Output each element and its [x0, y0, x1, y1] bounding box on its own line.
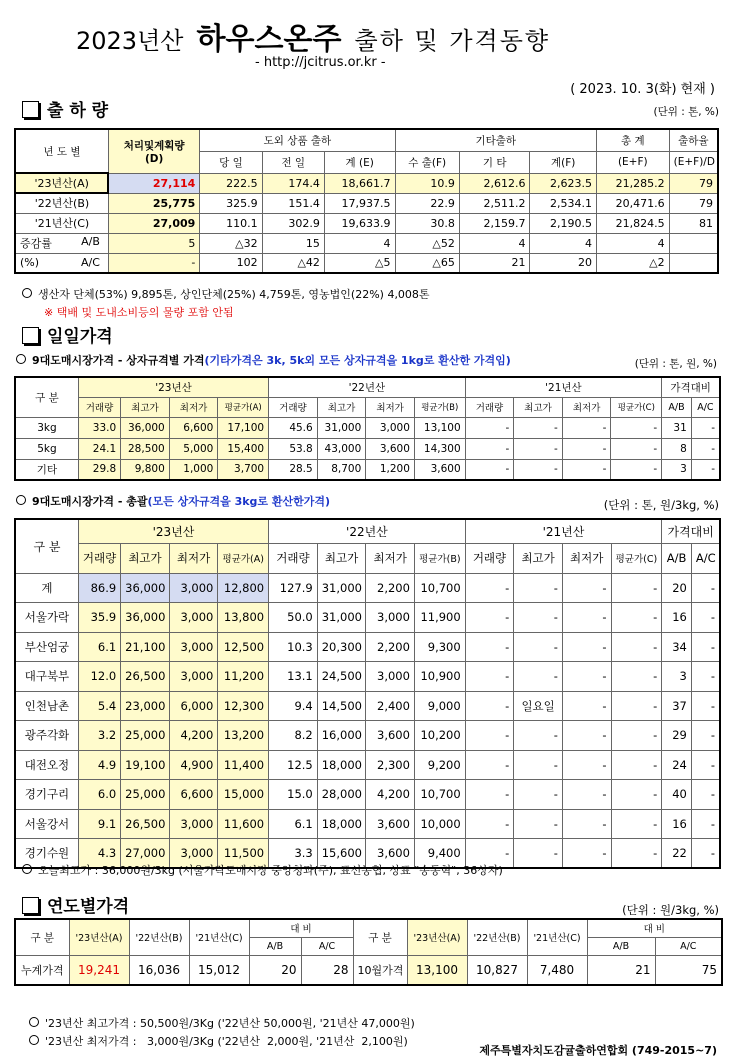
- table-row: '21년산(C) 27,009 110.1 302.9 19,633.9 30.8 2,159.7 2,190.5 21,824.5 81: [15, 213, 718, 233]
- table-cell: 9,000: [414, 691, 465, 721]
- row-label: 광주각화: [15, 721, 78, 751]
- table-cell: 1,200: [366, 459, 415, 480]
- table-cell: 36,000: [121, 603, 170, 633]
- row-label: 인천남촌: [15, 691, 78, 721]
- table-cell: -: [465, 459, 514, 480]
- table-cell: 3,600: [366, 809, 415, 839]
- table-cell: 12.5: [269, 750, 318, 780]
- table-cell: -: [611, 662, 662, 692]
- title-rest: 출하 및 가격동향: [354, 27, 551, 55]
- table-cell: 8,700: [317, 459, 366, 480]
- table-cell: -: [562, 662, 611, 692]
- table-cell: 11,500: [218, 839, 269, 869]
- table-cell: -: [611, 438, 662, 459]
- shipment-unit: (단위 : 톤, %): [653, 106, 719, 118]
- table-cell: 6,000: [169, 691, 218, 721]
- table-cell: -: [691, 662, 720, 692]
- table-row: [15, 809, 720, 839]
- daily-sub1-title: 9대도매시장가격 - 상자규격별 가격(기타가격은 3k, 5k외 모든 상자규격을 1kg로 환산한 가격임): [16, 352, 511, 368]
- table-cell: 6.1: [269, 809, 318, 839]
- yearly-price-table: 구 분 '23년산(A) '22년산(B) '21년산(C) 대 비 구 분 '23년산(A) '22년산(B) '21년산(C) 대 비 A/B A/C A/B A/C 누계가격 19,241 16,036 15,012 20 28 10월가격 13,100 10,827 7,480 21 75: [14, 918, 723, 986]
- table-cell: 27,000: [121, 839, 170, 869]
- table-cell: -: [691, 573, 720, 603]
- table-cell: -: [562, 632, 611, 662]
- table-cell: 3,000: [169, 603, 218, 633]
- col-export: 수 출(F): [395, 151, 459, 173]
- table-row: 증감률 A/B 5 △32 15 4 △52 4 4 4: [15, 233, 718, 253]
- footer-org: 제주특별자치도감귤출하연합회 (749-2015~7): [479, 1044, 717, 1057]
- table-cell: -: [514, 417, 563, 438]
- table-cell: 31,000: [317, 417, 366, 438]
- table-cell: 9.4: [269, 691, 318, 721]
- table-row: (%) A/C - 102 △42 △5 △65 21 20 △2: [15, 253, 718, 273]
- col-other: 기타출하: [395, 129, 596, 151]
- table-cell: -: [465, 780, 514, 810]
- row-label: 계: [15, 573, 78, 603]
- site-url[interactable]: - http://jcitrus.or.kr -: [255, 55, 386, 70]
- table-cell: 33.0: [78, 417, 120, 438]
- table-cell: 4,900: [169, 750, 218, 780]
- table-cell: 11,200: [218, 662, 269, 692]
- table-cell: 25,000: [121, 721, 170, 751]
- table-cell: 13.1: [269, 662, 318, 692]
- table-cell: 15,000: [218, 780, 269, 810]
- table-cell: 23,000: [121, 691, 170, 721]
- table-cell: 4,200: [366, 780, 415, 810]
- table-cell: -: [562, 417, 611, 438]
- table-cell: -: [611, 691, 662, 721]
- table-cell: 2,400: [366, 691, 415, 721]
- report-date: ( 2023. 10. 3(화) 현재 ): [570, 82, 715, 97]
- table-cell: 15,600: [317, 839, 366, 869]
- table-cell: -: [691, 438, 720, 459]
- table-row: '23년산(A) 27,114 222.5 174.4 18,661.7 10.9 2,612.6 2,623.5 21,285.2 79: [15, 173, 718, 193]
- table-row: [15, 721, 720, 751]
- table-cell: -: [465, 662, 514, 692]
- table-cell: 16,000: [317, 721, 366, 751]
- table-cell: 28,500: [121, 438, 170, 459]
- table-cell: 10,900: [414, 662, 465, 692]
- table-cell: -: [465, 632, 514, 662]
- table-cell: -: [514, 839, 563, 869]
- table-cell: 1,000: [169, 459, 218, 480]
- table-cell: 3,000: [169, 632, 218, 662]
- table-cell: 127.9: [269, 573, 318, 603]
- table-cell: -: [691, 721, 720, 751]
- table-cell: -: [691, 691, 720, 721]
- table-cell: -: [611, 839, 662, 869]
- table-cell: -: [514, 603, 563, 633]
- table-cell: -: [514, 459, 563, 480]
- table-cell: -: [691, 632, 720, 662]
- row-label: 서울가락: [15, 603, 78, 633]
- table-cell: -: [691, 417, 720, 438]
- table-row: '22년산(B) 25,775 325.9 151.4 17,937.5 22.9 2,511.2 2,534.1 20,471.6 79: [15, 193, 718, 213]
- col-y23: '23년산: [78, 377, 268, 397]
- table-cell: -: [465, 573, 514, 603]
- table-cell: 31,000: [317, 603, 366, 633]
- table-row: [15, 691, 720, 721]
- table-cell: 11,400: [218, 750, 269, 780]
- row-label: 대전오정: [15, 750, 78, 780]
- table-cell: -: [562, 459, 611, 480]
- page-title: [76, 14, 676, 58]
- table-cell: -: [514, 780, 563, 810]
- circle-bullet-icon: [29, 1035, 39, 1045]
- col-rate-sub: (E+F)/D: [669, 151, 718, 173]
- table-cell: 12,300: [218, 691, 269, 721]
- col-prev: 전 일: [262, 151, 324, 173]
- table-cell: -: [691, 809, 720, 839]
- table-row: [15, 438, 720, 459]
- col-domestic: 도외 상품 출하: [200, 129, 395, 151]
- row-label: 서울강서: [15, 809, 78, 839]
- table-cell: 13,800: [218, 603, 269, 633]
- col-gu: 구 분: [15, 377, 78, 417]
- table-cell: 28,000: [317, 780, 366, 810]
- table-cell: 일요일: [514, 691, 563, 721]
- title-main: 하우스온주: [196, 22, 342, 57]
- table-cell: 19,100: [121, 750, 170, 780]
- table-cell: 16: [662, 809, 692, 839]
- table-cell: 3,600: [366, 721, 415, 751]
- table-cell: 9,400: [414, 839, 465, 869]
- daily-sub1-unit: (단위 : 톤, 원, %): [634, 358, 717, 370]
- table-cell: 3.3: [269, 839, 318, 869]
- table-cell: 2,200: [366, 573, 415, 603]
- table-cell: 12,500: [218, 632, 269, 662]
- table-cell: -: [562, 721, 611, 751]
- row-label: 경기수원: [15, 839, 78, 869]
- market-rows: [15, 573, 720, 868]
- table-cell: 3,600: [414, 459, 465, 480]
- table-cell: -: [611, 573, 662, 603]
- checkbox-bullet-icon: [22, 327, 39, 344]
- col-plan: 처리및계획량 (D): [108, 129, 199, 173]
- shipment-section-title: 출 하 량: [22, 96, 108, 121]
- table-cell: 37: [662, 691, 692, 721]
- table-cell: -: [611, 603, 662, 633]
- table-cell: 3.2: [78, 721, 120, 751]
- table-cell: 9,800: [121, 459, 170, 480]
- daily-note: 오늘최고가 : 36,000원/3kg (서울가락도매시장 중앙청과(주), 표선농협, 상표 "송동혁", 36상자): [22, 862, 503, 878]
- table-cell: -: [611, 721, 662, 751]
- checkbox-bullet-icon: [22, 897, 39, 914]
- table-cell: 3,700: [218, 459, 269, 480]
- table-cell: 13,200: [218, 721, 269, 751]
- col-sum-e: 계 (E): [324, 151, 395, 173]
- size-price-table: 구 분 '23년산 '22년산 '21년산 가격대비 거래량 최고가 최저가 평균가(A) 거래량 최고가 최저가 평균가(B) 거래량 최고가 최저가 평균가(C) A/B A/C 3kg 33.0 36,000 6,600 17,100 45.6 31,000 3,000 13,100 - - - - 31 - 5kg 24.1 28,500 5,000 15,400 53.8 43,000 3,600 14,300 - - - - 8 - 기타 29.8 9,800 1,000 3,700 28.5 8,700 1,200 3,600 - - - - 3 -: [14, 376, 721, 481]
- table-row: [15, 603, 720, 633]
- table-cell: -: [514, 750, 563, 780]
- table-cell: 28.5: [269, 459, 318, 480]
- table-cell: 26,500: [121, 662, 170, 692]
- table-cell: 2,200: [366, 632, 415, 662]
- table-cell: 11,900: [414, 603, 465, 633]
- table-cell: 16: [662, 603, 692, 633]
- table-cell: 15.0: [269, 780, 318, 810]
- table-cell: 25,000: [121, 780, 170, 810]
- table-cell: 3,000: [169, 839, 218, 869]
- table-cell: 36,000: [121, 573, 170, 603]
- table-cell: -: [691, 839, 720, 869]
- table-cell: -: [562, 573, 611, 603]
- daily-sub2-unit: (단위 : 톤, 원/3kg, %): [603, 498, 719, 512]
- yearly-note-2: '23년산 최저가격 : 3,000원/3Kg ('22년산 2,000원, '21년산 2,100원): [22, 1020, 408, 1049]
- yearly-note-1: '23년산 최고가격 : 50,500원/3Kg ('22년산 50,000원, '21년산 47,000원): [22, 1002, 415, 1031]
- row-label: 부산엄궁: [15, 632, 78, 662]
- table-cell: 6.1: [78, 632, 120, 662]
- table-cell: 9.1: [78, 809, 120, 839]
- table-cell: 21,100: [121, 632, 170, 662]
- table-cell: 6.0: [78, 780, 120, 810]
- table-cell: 24.1: [78, 438, 120, 459]
- table-cell: 6,600: [169, 780, 218, 810]
- table-cell: 3,000: [366, 417, 415, 438]
- yearly-unit: (단위 : 원/3kg, %): [622, 903, 719, 917]
- table-cell: 10,700: [414, 780, 465, 810]
- col-y22: '22년산: [269, 377, 466, 397]
- table-cell: -: [691, 603, 720, 633]
- table-cell: -: [465, 721, 514, 751]
- table-cell: 43,000: [317, 438, 366, 459]
- shipment-table: [14, 128, 719, 274]
- col-total: 총 계: [596, 129, 669, 151]
- table-cell: 10,000: [414, 809, 465, 839]
- daily-sub2-title: 9대도매시장가격 - 총괄(모든 상자규격을 3kg로 환산한가격): [16, 493, 330, 509]
- table-cell: 17,100: [218, 417, 269, 438]
- table-cell: -: [465, 839, 514, 869]
- table-cell: 3: [662, 662, 692, 692]
- size-rows: [15, 417, 720, 480]
- table-cell: 20,300: [317, 632, 366, 662]
- col-rate: 출하율: [669, 129, 718, 151]
- table-cell: 3,000: [169, 573, 218, 603]
- table-cell: 11,600: [218, 809, 269, 839]
- table-cell: 15,400: [218, 438, 269, 459]
- table-cell: -: [611, 780, 662, 810]
- shipment-note-1: 생산자 단체(53%) 9,895톤, 상인단체(25%) 4,759톤, 영농법인(22%) 4,008톤: [22, 286, 430, 302]
- table-cell: 12,800: [218, 573, 269, 603]
- table-cell: 9,200: [414, 750, 465, 780]
- table-cell: 3,000: [366, 603, 415, 633]
- row-label: 기타: [15, 459, 78, 480]
- table-cell: -: [562, 809, 611, 839]
- table-cell: 29.8: [78, 459, 120, 480]
- table-cell: 10,200: [414, 721, 465, 751]
- table-cell: -: [514, 721, 563, 751]
- table-cell: -: [514, 662, 563, 692]
- table-cell: -: [465, 417, 514, 438]
- col-y21: '21년산: [465, 377, 662, 397]
- table-cell: -: [465, 438, 514, 459]
- table-cell: 3,600: [366, 438, 415, 459]
- table-cell: 12.0: [78, 662, 120, 692]
- table-cell: 6,600: [169, 417, 218, 438]
- table-cell: 5,000: [169, 438, 218, 459]
- table-row: 누계가격 19,241 16,036 15,012 20 28 10월가격 13,100 10,827 7,480 21 75: [15, 955, 722, 985]
- table-cell: -: [465, 691, 514, 721]
- table-cell: -: [562, 750, 611, 780]
- table-cell: 35.9: [78, 603, 120, 633]
- col-sum-f: 계(F): [530, 151, 596, 173]
- table-cell: 10,700: [414, 573, 465, 603]
- table-cell: 13,100: [414, 417, 465, 438]
- col-today: 당 일: [200, 151, 262, 173]
- table-cell: -: [514, 632, 563, 662]
- table-cell: 86.9: [78, 573, 120, 603]
- circle-bullet-icon: [16, 354, 26, 364]
- table-cell: 36,000: [121, 417, 170, 438]
- table-cell: 24,500: [317, 662, 366, 692]
- table-cell: -: [562, 691, 611, 721]
- title-year: 2023년산: [76, 27, 184, 55]
- table-cell: 20: [662, 573, 692, 603]
- row-label: 3kg: [15, 417, 78, 438]
- table-cell: 3,600: [366, 839, 415, 869]
- col-compare: 가격대비: [662, 377, 720, 397]
- row-label: 5kg: [15, 438, 78, 459]
- table-cell: -: [562, 603, 611, 633]
- table-cell: -: [611, 750, 662, 780]
- table-cell: 3,000: [169, 662, 218, 692]
- table-cell: 14,500: [317, 691, 366, 721]
- table-cell: -: [514, 573, 563, 603]
- table-cell: 5.4: [78, 691, 120, 721]
- table-cell: 50.0: [269, 603, 318, 633]
- table-row: [15, 750, 720, 780]
- col-etc: 기 타: [459, 151, 530, 173]
- table-cell: -: [691, 459, 720, 480]
- table-cell: -: [465, 750, 514, 780]
- table-cell: 40: [662, 780, 692, 810]
- table-cell: -: [562, 438, 611, 459]
- table-cell: -: [514, 438, 563, 459]
- row-label: 대구북부: [15, 662, 78, 692]
- table-cell: 9,300: [414, 632, 465, 662]
- row-label: 경기구리: [15, 780, 78, 810]
- table-row: [15, 459, 720, 480]
- table-cell: -: [611, 809, 662, 839]
- circle-bullet-icon: [16, 495, 26, 505]
- table-cell: 34: [662, 632, 692, 662]
- table-cell: 14,300: [414, 438, 465, 459]
- table-row: [15, 662, 720, 692]
- table-cell: 18,000: [317, 809, 366, 839]
- shipment-note-2: ※ 택배 및 도내소비등의 물량 포함 안됨: [44, 306, 234, 319]
- table-row: [15, 417, 720, 438]
- market-price-table: 구 분 '23년산 '22년산 '21년산 가격대비 거래량 최고가 최저가 평균가(A) 거래량 최고가 최저가 평균가(B) 거래량 최고가 최저가 평균가(C) A/B A/C 계 86.9 36,000 3,000 12,800 127.9 31,000 2,200 10,700 - - - - 20 - 서울가락 35.9 36,000 3,000 13,800 50.0 31,000 3,000 11,900 - - - - 16 - 부산엄궁 6.1 21,100 3,000 12,500 10.3 20,300 2,200 9,300 - - - - 34 - 대구북부 12.0 26,500 3,000 11,200 13.1 24,500 3,000 10,900 - - - - 3 - 인천남촌 5.4 23,000 6,000 12,300 9.4 14,500 2,400 9,000 - 일요일 - - 37 - 광주각화 3.2 25,000 4,200 13,200 8.2 16,000 3,600 10,200 - - - - 29 - 대전오정 4.9 19,100 4,900 11,400 12.5 18,000 2,300 9,200 - - - - 24 - 경기구리 6.0 25,000 6,600 15,000 15.0 28,000 4,200 10,700 - - - - 40 - 서울강서 9.1 26,500 3,000 11,600 6.1 18,000 3,600 10,000 - - - - 16 - 경기수원 4.3 27,000 3,000 11,500 3.3 15,600 3,600 9,400 - - - - 22 -: [14, 518, 721, 869]
- table-cell: 3,000: [366, 662, 415, 692]
- table-row: [15, 632, 720, 662]
- circle-bullet-icon: [22, 864, 32, 874]
- table-cell: 24: [662, 750, 692, 780]
- table-cell: 45.6: [269, 417, 318, 438]
- table-cell: -: [611, 459, 662, 480]
- table-cell: 53.8: [269, 438, 318, 459]
- table-cell: -: [465, 603, 514, 633]
- table-cell: -: [611, 417, 662, 438]
- table-cell: -: [691, 750, 720, 780]
- table-cell: 3,000: [169, 809, 218, 839]
- table-cell: -: [562, 780, 611, 810]
- col-year: 년 도 별: [15, 129, 108, 173]
- table-cell: 22: [662, 839, 692, 869]
- table-cell: 31: [662, 417, 692, 438]
- table-cell: 26,500: [121, 809, 170, 839]
- table-cell: 8: [662, 438, 692, 459]
- col-total-sub: (E+F): [596, 151, 669, 173]
- col-gu2: 구 분: [15, 519, 78, 573]
- table-cell: -: [611, 632, 662, 662]
- table-cell: 4.9: [78, 750, 120, 780]
- table-cell: -: [562, 839, 611, 869]
- table-cell: 31,000: [317, 573, 366, 603]
- table-row: [15, 780, 720, 810]
- table-row: [15, 573, 720, 603]
- yearly-section-title: 연도별가격: [22, 892, 129, 917]
- table-cell: 18,000: [317, 750, 366, 780]
- table-cell: -: [465, 809, 514, 839]
- table-cell: -: [691, 780, 720, 810]
- table-cell: 3: [662, 459, 692, 480]
- table-cell: 29: [662, 721, 692, 751]
- table-cell: 4,200: [169, 721, 218, 751]
- table-cell: 4.3: [78, 839, 120, 869]
- table-cell: -: [514, 809, 563, 839]
- daily-section-title: 일일가격: [22, 322, 113, 347]
- circle-bullet-icon: [22, 288, 32, 298]
- table-cell: 10.3: [269, 632, 318, 662]
- table-cell: 8.2: [269, 721, 318, 751]
- table-cell: 2,300: [366, 750, 415, 780]
- checkbox-bullet-icon: [22, 101, 39, 118]
